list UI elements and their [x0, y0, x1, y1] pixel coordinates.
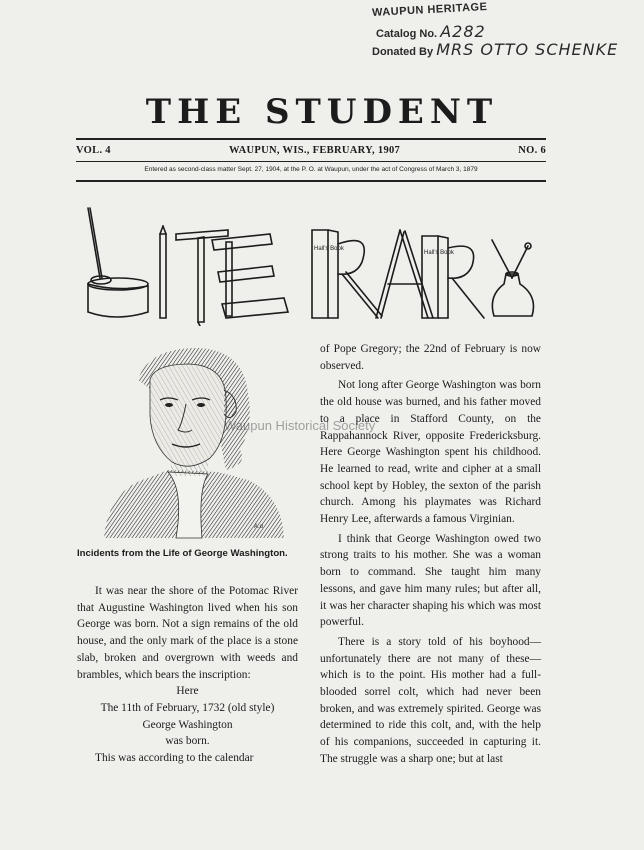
- paper-letter-e-icon: [212, 234, 288, 318]
- masthead-rule-top: [76, 138, 546, 140]
- book-letter-r-icon: [312, 230, 382, 318]
- donated-label: Donated By: [372, 46, 434, 58]
- paragraph: There is a story told of his boyhood—unfortunately there are not many of these—which is to the point. His mother had a full-blooded sorrel colt, which had never been broken, and was extremely spirited. George was determined to ride this colt, and, with the help of his companions, succeeded in capturing it. The struggle was a sharp one; but at last: [320, 635, 541, 765]
- paragraph: of Pope Gregory; the 22nd of February is now observed.: [320, 343, 541, 372]
- issue-rule: [76, 161, 546, 162]
- pens-letter-a-icon: [376, 230, 433, 318]
- catalog-label: Catalog No.: [376, 28, 438, 40]
- inscription-line: Here: [176, 685, 199, 698]
- paragraph: This was according to the calendar: [95, 752, 254, 765]
- watermark: Waupun Historical Society: [224, 418, 376, 433]
- inkwell-icon: [88, 208, 148, 317]
- ink-bottle-letter-y-icon: [492, 240, 534, 316]
- paragraph: Not long after George Washington was born the old house was burned, and his father moved to a place in Stafford County, on the Rappahannock River, opposite Fredericksburg. Here George Washington spent his childhood. He learned to read, write and cipher at a small school kept by Hobley, the sexton of the parish church. Among his playmates was Richard Henry Lee, afterwards a famous Virginian.: [320, 379, 541, 526]
- paragraph: It was near the shore of the Potomac River that Augustine Washington lived when his son George was born. Not a sign remains of the old house, and the only mark of the place is a stone slab, broken and overgrown with weeds and brambles, which bears the inscription:: [77, 585, 298, 681]
- stamp-heading: WAUPUN HERITAGE: [371, 0, 488, 20]
- issue-line: [76, 145, 546, 156]
- pen-letter-i-icon: [160, 226, 166, 318]
- pencil-letter-t-icon: [176, 230, 228, 326]
- mailing-notice: Entered as second-class matter Sept. 27, 1904, at the P. O. at Waupun, under the act of Congress of March 3, 1879: [144, 166, 478, 173]
- book-label: Hall's Book: [314, 246, 344, 252]
- stamp-catalog: [376, 22, 486, 41]
- donor-name: MRS OTTO SCHENKE: [436, 40, 619, 59]
- masthead-rule-bottom: [76, 180, 546, 182]
- inscription-line: George Washington: [142, 718, 233, 731]
- left-column: [77, 583, 298, 767]
- george-washington-portrait: [98, 340, 288, 540]
- catalog-stamp: [370, 0, 644, 64]
- article-headline: Incidents from the Life of George Washington.: [77, 548, 288, 559]
- right-column: [320, 341, 541, 768]
- svg-text:A.d: A.d: [254, 524, 264, 530]
- catalog-number: A282: [440, 22, 486, 41]
- book-label-2: Hall's Book: [424, 250, 454, 256]
- book-letter-r-2-icon: [422, 236, 484, 318]
- stamp-donor: [372, 40, 618, 59]
- inscription-line: was born.: [165, 735, 210, 748]
- masthead-title: THE STUDENT: [145, 92, 499, 132]
- volume-number: VOL. 4: [76, 145, 111, 156]
- paragraph: I think that George Washington owed two strong traits to his mother. She was a woman born to command. She taught him many lessons, and gave him many rules; but after all, it was her character shaping his which was most powerful.: [320, 532, 541, 629]
- inscription-line: The 11th of February, 1732 (old style): [100, 701, 275, 714]
- dateline: WAUPUN, WIS., FEBRUARY, 1907: [229, 145, 401, 156]
- issue-number: NO. 6: [518, 145, 546, 156]
- literary-header-illustration: [76, 200, 546, 326]
